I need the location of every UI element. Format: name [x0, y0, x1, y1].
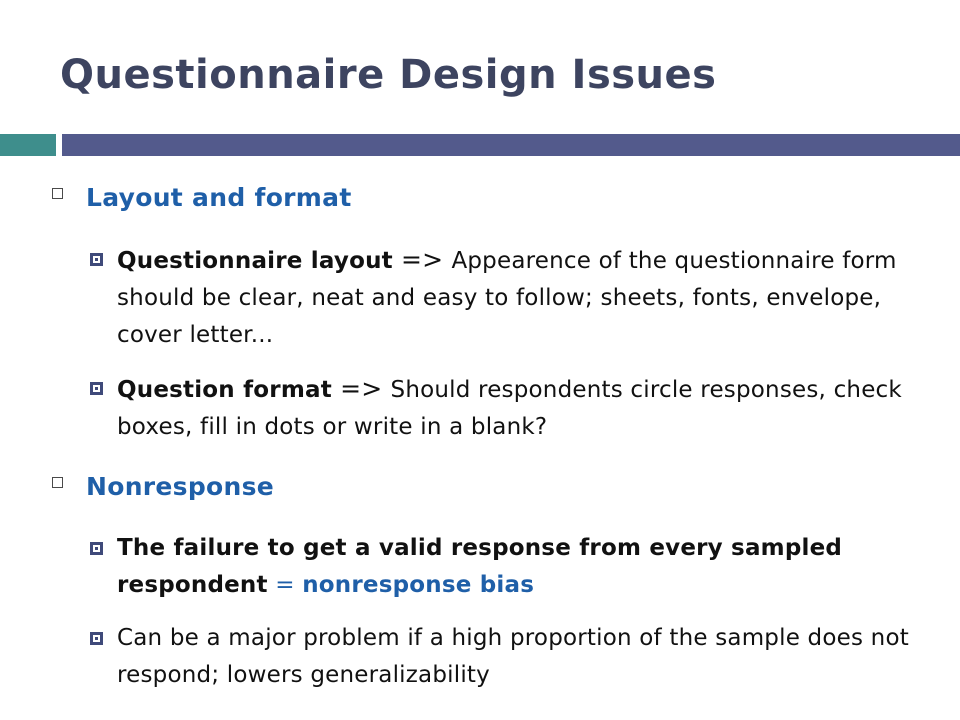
bullet-description: Appearence of the questionnaire form should be clear, neat and easy to follow; sheets, fonts, envelope, cover letter... — [117, 248, 897, 348]
title-divider-bar — [62, 134, 960, 156]
section-nonresponse — [52, 464, 932, 510]
square-bullet-icon — [90, 382, 103, 395]
hollow-square-bullet-icon — [52, 477, 63, 488]
arrow-symbol: => — [331, 374, 391, 403]
bullet-term: Question format — [117, 377, 332, 403]
section-layout-and-format — [52, 175, 932, 221]
arrow-symbol: => — [392, 245, 452, 274]
bullet-description: Can be a major problem if a high proportion of the sample does not respond; lowers generalizability — [117, 625, 909, 688]
slide-title: Questionnaire Design Issues — [60, 52, 717, 98]
section-heading: Layout and format — [86, 183, 352, 212]
square-bullet-icon — [90, 253, 103, 266]
list-item — [52, 241, 932, 354]
bullet-text — [117, 620, 932, 694]
square-bullet-icon — [90, 632, 103, 645]
bullet-term: The failure to get a valid response from every sampled respondent — [117, 535, 843, 598]
title-accent-bar — [0, 134, 56, 156]
bullet-text — [117, 530, 932, 604]
bullet-text — [117, 241, 932, 354]
hollow-square-bullet-icon — [52, 188, 63, 199]
list-item — [52, 370, 932, 446]
bullet-term: Questionnaire layout — [117, 248, 393, 274]
list-item — [52, 620, 932, 694]
highlight-term: nonresponse bias — [302, 572, 535, 598]
section-heading: Nonresponse — [86, 472, 275, 501]
equals-symbol: = — [267, 572, 303, 598]
square-bullet-icon — [90, 542, 103, 555]
bullet-description: Should respondents circle responses, check boxes, fill in dots or write in a blank? — [117, 377, 902, 440]
list-item — [52, 530, 932, 604]
bullet-text — [117, 370, 932, 446]
slide-content — [52, 175, 932, 710]
